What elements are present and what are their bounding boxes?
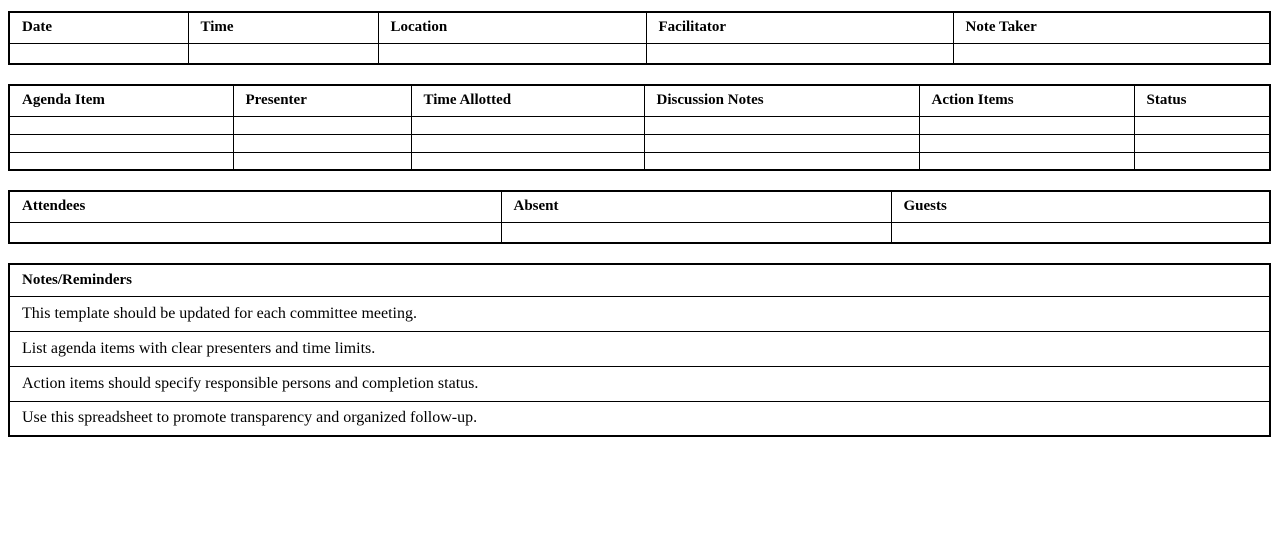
action-items-cell[interactable]: [919, 152, 1134, 170]
agenda-item-cell[interactable]: [9, 152, 233, 170]
note-row: [9, 331, 1270, 366]
agenda-item-cell[interactable]: [9, 134, 233, 152]
attendance-header-row: [9, 191, 1270, 222]
note-taker-cell[interactable]: [953, 43, 1270, 64]
meeting-info-table: [8, 11, 1271, 65]
status-cell[interactable]: [1134, 152, 1270, 170]
time-allotted-cell[interactable]: [411, 116, 644, 134]
status-cell[interactable]: [1134, 134, 1270, 152]
note-text: Action items should specify responsible persons and completion status.: [9, 366, 1270, 401]
column-header-status: Status: [1134, 85, 1270, 116]
notes-header-row: [9, 264, 1270, 296]
attendance-table: [8, 190, 1271, 244]
column-header-time-allotted: Time Allotted: [411, 85, 644, 116]
time-allotted-cell[interactable]: [411, 152, 644, 170]
column-header-attendees: Attendees: [9, 191, 501, 222]
note-text: List agenda items with clear presenters and time limits.: [9, 331, 1270, 366]
action-items-cell[interactable]: [919, 134, 1134, 152]
column-header-agenda-item: Agenda Item: [9, 85, 233, 116]
discussion-notes-cell[interactable]: [644, 116, 919, 134]
action-items-cell[interactable]: [919, 116, 1134, 134]
notes-reminders-table: [8, 263, 1271, 437]
note-text: This template should be updated for each committee meeting.: [9, 296, 1270, 331]
note-row: [9, 366, 1270, 401]
agenda-row: [9, 152, 1270, 170]
column-header-location: Location: [378, 12, 646, 43]
notes-reminders-header: Notes/Reminders: [9, 264, 1270, 296]
column-header-date: Date: [9, 12, 188, 43]
note-row: [9, 296, 1270, 331]
discussion-notes-cell[interactable]: [644, 134, 919, 152]
agenda-header-row: [9, 85, 1270, 116]
meeting-info-header-row: [9, 12, 1270, 43]
presenter-cell[interactable]: [233, 116, 411, 134]
facilitator-cell[interactable]: [646, 43, 953, 64]
column-header-guests: Guests: [891, 191, 1270, 222]
column-header-action-items: Action Items: [919, 85, 1134, 116]
presenter-cell[interactable]: [233, 134, 411, 152]
column-header-presenter: Presenter: [233, 85, 411, 116]
note-row: [9, 401, 1270, 436]
attendees-cell[interactable]: [9, 222, 501, 243]
time-allotted-cell[interactable]: [411, 134, 644, 152]
date-cell[interactable]: [9, 43, 188, 64]
status-cell[interactable]: [1134, 116, 1270, 134]
agenda-row: [9, 116, 1270, 134]
meeting-info-data-row: [9, 43, 1270, 64]
guests-cell[interactable]: [891, 222, 1270, 243]
note-text: Use this spreadsheet to promote transparency and organized follow-up.: [9, 401, 1270, 436]
column-header-note-taker: Note Taker: [953, 12, 1270, 43]
attendance-data-row: [9, 222, 1270, 243]
absent-cell[interactable]: [501, 222, 891, 243]
presenter-cell[interactable]: [233, 152, 411, 170]
agenda-row: [9, 134, 1270, 152]
time-cell[interactable]: [188, 43, 378, 64]
agenda-item-cell[interactable]: [9, 116, 233, 134]
agenda-table: [8, 84, 1271, 171]
column-header-absent: Absent: [501, 191, 891, 222]
column-header-discussion-notes: Discussion Notes: [644, 85, 919, 116]
discussion-notes-cell[interactable]: [644, 152, 919, 170]
location-cell[interactable]: [378, 43, 646, 64]
column-header-facilitator: Facilitator: [646, 12, 953, 43]
column-header-time: Time: [188, 12, 378, 43]
